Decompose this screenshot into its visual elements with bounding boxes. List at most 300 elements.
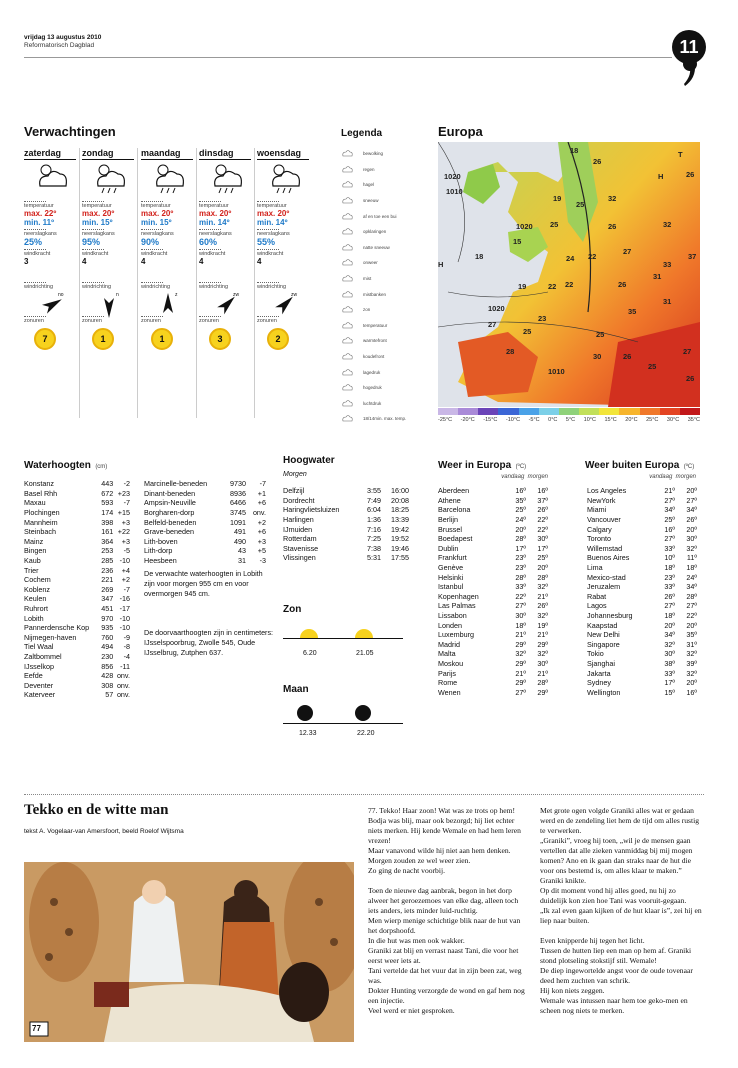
cell-value: 428 [101, 671, 114, 681]
wind-label: windkracht [24, 251, 51, 257]
dir-label: windrichting [24, 284, 54, 290]
temp-max [257, 209, 309, 218]
cell-value: +2 [121, 575, 130, 585]
cell-value: 24º [686, 572, 697, 582]
weer-buiten-row [587, 659, 697, 669]
cell-value: 35º [686, 630, 697, 640]
weer-buiten-table [587, 486, 697, 697]
wind-value: 4 [257, 257, 262, 266]
cell-value: 27º [664, 534, 675, 544]
weer-buiten-row [587, 505, 697, 515]
cell-value: 1091 [230, 517, 246, 527]
cell-name: Miami [587, 505, 607, 515]
map-label: 22 [565, 280, 574, 289]
max-label: max. [257, 209, 278, 218]
min-label: min. [82, 218, 101, 227]
showers-icon [265, 160, 309, 199]
cell-value: 21º [537, 591, 548, 601]
scale-swatch [680, 408, 700, 415]
cell-name: Koblenz [24, 584, 50, 594]
scale-label: -5°C [528, 417, 540, 423]
map-label: 19 [518, 282, 527, 291]
cell-value: 23º [515, 563, 526, 573]
cell-name: Maxau [24, 498, 46, 508]
cell-name: Pannerdensche Kop [24, 623, 90, 633]
cell-name: Calgary [587, 524, 612, 534]
wind-label: windkracht [82, 251, 109, 257]
weer-buiten-row [587, 601, 697, 611]
dots [82, 201, 104, 202]
legend-icon [341, 321, 353, 330]
min-value: 14º [217, 218, 230, 227]
water-row [24, 565, 130, 575]
story-paragraph: Maar vanavond wilde hij niet aan hem denken. [368, 846, 511, 855]
cell-value: -10 [119, 623, 130, 633]
scale-swatch [579, 408, 599, 415]
weer-eu-unit: (ºC) [515, 464, 527, 470]
weer-eu-h1: vandaag [501, 474, 525, 480]
cell-name: Belfeld-beneden [144, 517, 197, 527]
cell-value: 6466 [230, 498, 246, 508]
cell-name: Barcelona [438, 505, 471, 515]
water-row [24, 546, 130, 556]
legend-item [341, 380, 421, 396]
cell-value: 20º [515, 524, 526, 534]
story-paragraph: Op dit moment vond hij alles goed, nu hij zo duidelijk kon zien hoe Tani was vooruit-gegaan. [540, 886, 687, 905]
story-paragraph: Morgen zouden ze wel weer zien. [368, 856, 471, 865]
cell-value: 32º [537, 649, 548, 659]
temperature-scale [438, 408, 700, 415]
cell-value: -10 [119, 613, 130, 623]
map-label: 26 [608, 222, 617, 231]
cell-value: 32º [664, 639, 675, 649]
weer-eu-cols [488, 474, 548, 480]
sunset-icon [355, 629, 373, 638]
cell-name: Vlissingen [283, 553, 316, 563]
cell-name: Basel Rhh [24, 488, 58, 498]
legend-label: onweer [363, 260, 378, 266]
map-label: 1020 [444, 172, 461, 181]
water-row [144, 537, 266, 547]
cell-value: 28º [537, 572, 548, 582]
map-label: 26 [686, 374, 695, 383]
water-row [24, 537, 130, 547]
map-label: 27 [683, 347, 692, 356]
cell-name: Tiel Waal [24, 642, 54, 652]
zon-up: 6.20 [303, 650, 317, 657]
cell-value: +5 [257, 546, 266, 556]
cell-value: 16º [686, 687, 697, 697]
cell-value: 20º [686, 620, 697, 630]
cell-value: 28º [686, 591, 697, 601]
weer-eu-row [438, 687, 548, 697]
legend-label: af en toe een bui [363, 213, 397, 219]
map-label: 31 [653, 272, 662, 281]
legend-label: sneeuw [363, 198, 379, 204]
max-label: max. [141, 209, 162, 218]
dots [141, 249, 163, 250]
cell-value: -10 [119, 556, 130, 566]
map-label: 33 [663, 260, 672, 269]
cell-value: 7:49 [367, 495, 381, 505]
weer-buiten-row [587, 524, 697, 534]
comic-panel-number: 77 [32, 1024, 41, 1033]
cell-name: Jakarta [587, 668, 611, 678]
weer-buiten-row [587, 687, 697, 697]
legend-icon [341, 227, 353, 236]
map-label: 15 [513, 237, 522, 246]
cell-value: 25º [515, 505, 526, 515]
story-paragraph: Dokter Hunting verzorgde de wond en gaf hem nog een injectie. [368, 986, 525, 1005]
dir-label: windrichting [199, 284, 229, 290]
weer-eu-row [438, 534, 548, 544]
rain-value: 55% [257, 237, 276, 247]
rain-label: neerslagkans [82, 231, 115, 237]
legend-item [341, 411, 421, 427]
day-name: zaterdag [24, 148, 76, 160]
map-label: 22 [588, 252, 597, 261]
cell-value: 935 [101, 623, 114, 633]
weer-eu-row [438, 649, 548, 659]
weer-buiten-row [587, 515, 697, 525]
legend-sample: 18/14 [363, 416, 375, 422]
cell-value: onv. [116, 690, 130, 700]
cell-value: 34º [664, 505, 675, 515]
water-row [144, 479, 266, 489]
weer-buiten-row [587, 611, 697, 621]
legend-icon [341, 196, 353, 205]
min-value: 14º [275, 218, 288, 227]
rain-label: neerslagkans [257, 231, 290, 237]
legend-icon [341, 274, 353, 283]
legend-item [341, 162, 421, 178]
maan-up: 12.33 [299, 730, 317, 737]
hoog-sub: Morgen [283, 471, 307, 478]
cell-value: 161 [101, 527, 114, 537]
dots [82, 229, 104, 230]
sun-label: zonuren [257, 318, 277, 324]
cell-value: 31 [238, 556, 246, 566]
cell-name: Cochem [24, 575, 51, 585]
weer-eu-row [438, 620, 548, 630]
cell-value: 27º [664, 601, 675, 611]
cell-name: Johannesburg [587, 611, 633, 621]
story-paragraph: Hij kon niets zeggen. [540, 986, 605, 995]
map-label: 18 [570, 146, 579, 155]
zon-down: 21.05 [356, 650, 374, 657]
cell-value: 364 [101, 536, 114, 546]
cell-value: 29º [515, 658, 526, 668]
story-paragraph: Wemale was intussen naar hem toe geko-men en scheen nog niets te merken. [540, 996, 688, 1015]
legend-item [341, 240, 421, 256]
cell-value: onv. [116, 671, 130, 681]
cell-name: IJsselkop [24, 661, 54, 671]
cell-name: Dinant-beneden [144, 488, 196, 498]
cell-value: +1 [257, 488, 266, 498]
dots [199, 229, 221, 230]
cell-name: Boedapest [438, 534, 473, 544]
cell-name: Tokio [587, 649, 604, 659]
cell-name: Malta [438, 649, 456, 659]
cell-value: 30º [537, 658, 548, 668]
wind-label: windkracht [199, 251, 226, 257]
min-value: 15º [100, 218, 113, 227]
min-value: 15º [159, 218, 172, 227]
water-row [144, 498, 266, 508]
cell-value: 1:36 [367, 515, 381, 525]
temp-min [257, 218, 309, 227]
cell-value: 27º [515, 601, 526, 611]
wind-value: 4 [141, 257, 146, 266]
temperature-scale-labels [438, 417, 700, 423]
rain-value: 60% [199, 237, 218, 247]
cell-name: Istanbul [438, 582, 464, 592]
cell-name: Steinbach [24, 527, 56, 537]
dots [82, 249, 104, 250]
cell-value: 269 [101, 584, 114, 594]
cell-name: Madrid [438, 639, 460, 649]
weer-buiten-h1: vandaag [649, 474, 673, 480]
sun-label: zonuren [141, 318, 161, 324]
weer-buiten-row [587, 592, 697, 602]
cell-value: 25º [664, 515, 675, 525]
legend-label: luchtdruk [363, 400, 382, 406]
cell-value: 30º [686, 534, 697, 544]
cell-value: 33º [664, 668, 675, 678]
spacer [82, 266, 134, 280]
cell-value: 57 [105, 690, 114, 700]
wind-value: 4 [199, 257, 204, 266]
temp-max [82, 209, 134, 218]
cell-value: 236 [101, 565, 114, 575]
cell-value: 19:52 [391, 534, 409, 544]
legend-label: mist [363, 276, 372, 282]
cell-value: 970 [101, 613, 114, 623]
rain-value: 95% [82, 237, 101, 247]
water-row [24, 585, 130, 595]
dots [24, 282, 46, 283]
weer-eu-row [438, 611, 548, 621]
legend-label: hogedruk [363, 385, 382, 391]
legend-item [341, 333, 421, 349]
cell-name: Ampsin-Neuville [144, 498, 196, 508]
cell-value: 30º [537, 534, 548, 544]
map-label: H [658, 172, 664, 181]
scale-label: 30°C [666, 417, 680, 423]
day-name: woensdag [257, 148, 309, 160]
rain-label: neerslagkans [199, 231, 232, 237]
cell-name: Trier [24, 565, 39, 575]
story-paragraph: Tani vertelde dat het vuur dat in zijn been zat, weg was. [368, 966, 522, 985]
cell-value: 285 [101, 556, 114, 566]
story-paragraph: Graniki knikte. [540, 876, 586, 885]
hoog-row [283, 534, 409, 544]
weer-buiten-row [587, 553, 697, 563]
legend-item [341, 271, 421, 287]
water-table-right [144, 479, 266, 565]
max-label: max. [82, 209, 103, 218]
scale-label: -25°C [438, 417, 453, 423]
cell-name: Harlingen [283, 515, 314, 525]
water-row [24, 671, 130, 681]
map-label: 24 [566, 254, 575, 263]
cell-name: Moskou [438, 658, 464, 668]
scale-swatch [619, 408, 639, 415]
cell-value: +3 [121, 536, 130, 546]
legend-item [341, 286, 421, 302]
dir-value: zw [233, 292, 240, 298]
legend-label: zon [363, 307, 371, 313]
cell-name: Brussel [438, 524, 462, 534]
cell-value: 11º [686, 553, 697, 563]
cell-value: 13:39 [391, 515, 409, 525]
map-label: 30 [593, 352, 602, 361]
cell-name: Konstanz [24, 479, 54, 489]
legend-title: Legenda [341, 128, 383, 139]
cell-value: 230 [101, 651, 114, 661]
water-note-2: De doorvaarthoogten zijn in centimeters: IJsselspoorbrug, Zwolle 545, Oude IJsselbrug, Zutphen 637. [144, 628, 274, 657]
min-value: 11º [42, 218, 55, 227]
legend-icon [341, 305, 353, 314]
legend-icon [341, 290, 353, 299]
scale-label: 15°C [604, 417, 617, 423]
cell-value: 27º [664, 495, 675, 505]
max-value: 22º [44, 209, 57, 218]
dots [24, 229, 46, 230]
cell-value: 20º [686, 524, 697, 534]
cell-name: Grave-beneden [144, 527, 194, 537]
legend-label: koudefront [363, 354, 385, 360]
legend-icon [341, 352, 353, 361]
weer-eu-row [438, 630, 548, 640]
cell-name: Mainz [24, 536, 44, 546]
cell-value: 28º [515, 572, 526, 582]
legend-label: lagedruk [363, 369, 381, 375]
cell-name: Wellington [587, 687, 621, 697]
wind-arrow [141, 290, 193, 314]
cell-name: Buenos Aires [587, 553, 630, 563]
cell-name: Eefde [24, 671, 43, 681]
legend-item [341, 318, 421, 334]
cell-value: 32º [537, 582, 548, 592]
sun-label: zonuren [199, 318, 219, 324]
day-separator [196, 148, 197, 418]
cell-value: 22º [537, 515, 548, 525]
cell-value: -7 [123, 584, 130, 594]
temp-min [199, 218, 251, 227]
cell-name: Ruhrort [24, 604, 48, 614]
legend-icon [341, 368, 353, 377]
dots [141, 229, 163, 230]
water-row [144, 508, 266, 518]
dots [141, 282, 163, 283]
temp-min [82, 218, 134, 227]
map-label: 26 [623, 352, 632, 361]
hoog-row [283, 553, 409, 563]
max-value: 20º [161, 209, 174, 218]
dir-label: windrichting [82, 284, 112, 290]
cell-value: 29º [537, 687, 548, 697]
scale-label: 20°C [625, 417, 638, 423]
dots [257, 201, 279, 202]
cell-value: 398 [101, 517, 114, 527]
cell-name: Dublin [438, 543, 459, 553]
cell-value: 27º [686, 495, 697, 505]
cell-value: 27º [686, 601, 697, 611]
cell-value: 27º [515, 687, 526, 697]
cell-name: Mexico-stad [587, 572, 626, 582]
cell-name: Lith-dorp [144, 546, 173, 556]
map-label: 32 [663, 220, 672, 229]
sun-hours: 1 [151, 328, 173, 350]
legend-icon [341, 180, 353, 189]
wind-value: 3 [24, 257, 29, 266]
water-row [24, 604, 130, 614]
cell-name: Lith-boven [144, 536, 178, 546]
water-table-left [24, 479, 130, 700]
day-separator [79, 148, 80, 418]
cell-name: Wenen [438, 687, 461, 697]
wind-label: windkracht [141, 251, 168, 257]
wind-value: 4 [82, 257, 87, 266]
maan-title: Maan [283, 684, 309, 695]
cell-value: 32º [686, 649, 697, 659]
cell-value: 19:42 [391, 524, 409, 534]
water-row [24, 690, 130, 700]
water-row [24, 575, 130, 585]
cell-name: Nijmegen-haven [24, 632, 77, 642]
legend-item [341, 364, 421, 380]
weer-eu-row [438, 544, 548, 554]
story-paragraph: 77. Tekko! Haar zoon! Wat was ze trots op hem! [368, 806, 516, 815]
cell-value: 19:46 [391, 543, 409, 553]
water-row [24, 517, 130, 527]
max-label: max. [199, 209, 220, 218]
cell-value: 18º [686, 563, 697, 573]
cell-value: 7:16 [367, 524, 381, 534]
cell-name: Kaub [24, 556, 41, 566]
cell-value: 593 [101, 498, 114, 508]
cell-value: -4 [123, 651, 130, 661]
cell-value: 3:55 [367, 486, 381, 496]
spacer [24, 266, 76, 280]
scale-swatch [478, 408, 498, 415]
water-title: Waterhoogten [24, 460, 91, 471]
weer-eu-row [438, 572, 548, 582]
cell-value: 26º [537, 601, 548, 611]
cell-value: -9 [123, 632, 130, 642]
cell-value: 23º [515, 553, 526, 563]
legend-label: min. max. temp. [374, 416, 407, 422]
cell-value: -3 [259, 556, 266, 566]
cell-name: Heesbeen [144, 556, 177, 566]
min-label: min. [199, 218, 218, 227]
partly-cloudy-icon [32, 160, 76, 199]
comic-illustration [24, 862, 354, 1042]
map-label: 26 [593, 157, 602, 166]
legend-icon [341, 212, 353, 221]
cell-name: Rotterdam [283, 534, 317, 544]
cell-value: 347 [101, 594, 114, 604]
dir-label: windrichting [141, 284, 171, 290]
sun-label: zonuren [24, 318, 44, 324]
dir-value: z [175, 292, 178, 298]
comma-logo-icon [682, 56, 698, 88]
wind-arrow [82, 290, 134, 314]
max-value: 20º [219, 209, 232, 218]
map-label: 27 [488, 320, 497, 329]
cell-value: 21º [515, 630, 526, 640]
